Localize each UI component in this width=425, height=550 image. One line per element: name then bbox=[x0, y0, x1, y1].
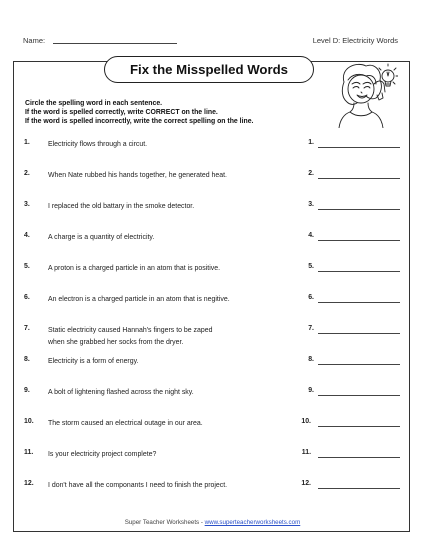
answer-line[interactable] bbox=[318, 240, 400, 241]
answer-number: 9. bbox=[308, 387, 314, 394]
question-number: 12. bbox=[24, 480, 34, 487]
name-input-line[interactable] bbox=[53, 43, 177, 44]
question-sentence bbox=[48, 170, 303, 182]
sentence-line: when she grabbed her socks from the dryer. bbox=[48, 339, 184, 346]
answer-number: 5. bbox=[308, 263, 314, 270]
question-number: 3. bbox=[24, 201, 30, 208]
footer bbox=[0, 519, 425, 526]
answer-number: 12. bbox=[301, 480, 311, 487]
answer-line[interactable] bbox=[318, 333, 400, 334]
instructions bbox=[25, 99, 253, 127]
question-sentence bbox=[48, 480, 303, 492]
answer-number: 2. bbox=[308, 170, 314, 177]
sentence-line: Electricity is a form of energy. bbox=[48, 358, 139, 365]
name-field bbox=[23, 36, 177, 45]
question-number: 6. bbox=[24, 294, 30, 301]
footer-url-link[interactable]: www.superteacherworksheets.com bbox=[204, 519, 301, 526]
answer-line[interactable] bbox=[318, 395, 400, 396]
instruction-line: If the word is spelled incorrectly, write the correct spelling on the line. bbox=[25, 118, 254, 126]
question-sentence bbox=[48, 449, 303, 461]
question-number: 4. bbox=[24, 232, 30, 239]
footer-site-name: Super Teacher Worksheets bbox=[124, 519, 200, 526]
question-sentence bbox=[48, 418, 303, 430]
question-sentence bbox=[48, 325, 303, 349]
answer-line[interactable] bbox=[318, 457, 400, 458]
girl-with-light-bulb-illustration bbox=[330, 62, 398, 128]
question-number: 11. bbox=[24, 449, 34, 456]
answer-number: 11. bbox=[301, 449, 311, 456]
question-sentence bbox=[48, 232, 303, 244]
sentence-line: Is your electricity project complete? bbox=[48, 451, 157, 458]
answer-number: 7. bbox=[308, 325, 314, 332]
answer-number: 1. bbox=[308, 139, 314, 146]
sentence-line: Static electricity caused Hannah's fingers to be zaped bbox=[48, 327, 213, 334]
question-sentence bbox=[48, 201, 303, 213]
sentence-line: When Nate rubbed his hands together, he generated heat. bbox=[48, 172, 227, 179]
instruction-line: Circle the spelling word in each sentence. bbox=[25, 100, 163, 107]
answer-number: 10. bbox=[301, 418, 311, 425]
question-sentence bbox=[48, 294, 303, 306]
question-sentence bbox=[48, 139, 303, 151]
answer-line[interactable] bbox=[318, 426, 400, 427]
sentence-line: A proton is a charged particle in an atom that is positive. bbox=[48, 265, 220, 272]
footer-separator: - bbox=[199, 519, 205, 526]
question-sentence bbox=[48, 387, 303, 399]
question-sentence bbox=[48, 356, 303, 368]
answer-line[interactable] bbox=[318, 209, 400, 210]
answer-line[interactable] bbox=[318, 364, 400, 365]
question-number: 2. bbox=[24, 170, 30, 177]
sentence-line: I don't have all the componants I need to finish the project. bbox=[48, 482, 228, 489]
answer-line[interactable] bbox=[318, 178, 400, 179]
sentence-line: A charge is a quantity of electricity. bbox=[48, 234, 155, 241]
answer-line[interactable] bbox=[318, 147, 400, 148]
answer-number: 3. bbox=[308, 201, 314, 208]
answer-line[interactable] bbox=[318, 488, 400, 489]
worksheet-title: Fix the Misspelled Words bbox=[104, 56, 314, 83]
instruction-line: If the word is spelled correctly, write CORRECT on the line. bbox=[25, 109, 218, 117]
question-number: 9. bbox=[24, 387, 30, 394]
question-number: 10. bbox=[24, 418, 34, 425]
answer-number: 6. bbox=[308, 294, 314, 301]
sentence-line: I replaced the old battary in the smoke detector. bbox=[48, 203, 195, 210]
name-label: Name: bbox=[23, 36, 46, 45]
question-number: 8. bbox=[24, 356, 30, 363]
answer-number: 4. bbox=[308, 232, 314, 239]
question-sentence bbox=[48, 263, 303, 275]
sentence-line: Electricity flows through a circut. bbox=[48, 141, 148, 148]
question-number: 7. bbox=[24, 325, 30, 332]
sentence-line: An electron is a charged particle in an atom that is negitive. bbox=[48, 296, 230, 303]
level-label: Level D: Electricity Words bbox=[312, 36, 398, 45]
answer-number: 8. bbox=[308, 356, 314, 363]
answer-line[interactable] bbox=[318, 271, 400, 272]
sentence-line: The storm caused an electrical outage in our area. bbox=[48, 420, 203, 427]
answer-line[interactable] bbox=[318, 302, 400, 303]
sentence-line: A bolt of lightening flashed across the night sky. bbox=[48, 389, 194, 396]
question-number: 5. bbox=[24, 263, 30, 270]
question-number: 1. bbox=[24, 139, 30, 146]
